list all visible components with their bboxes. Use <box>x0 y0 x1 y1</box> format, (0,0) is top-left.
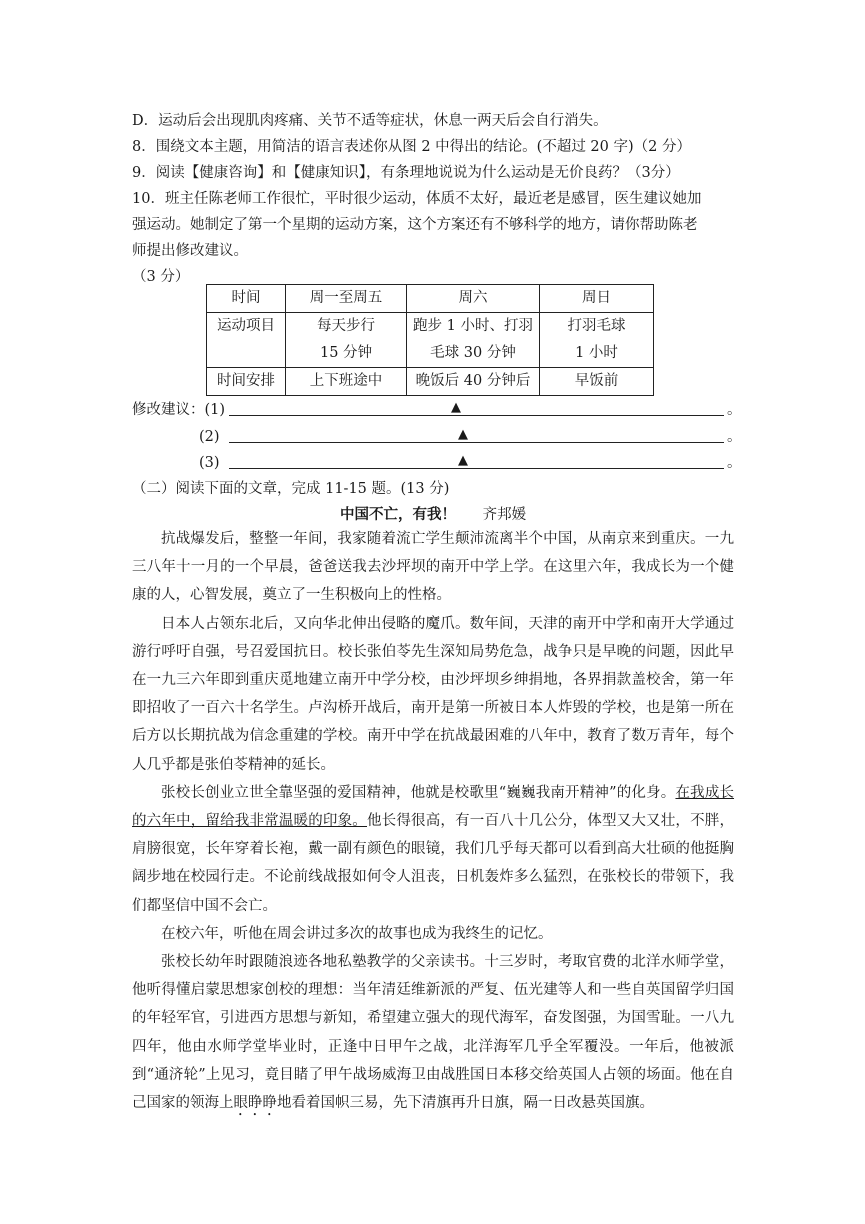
question-10-line-2: 强运动。她制定了第一个星期的运动方案，这个方案还有不够科学的地方，请你帮助陈老 <box>132 217 698 233</box>
question-option-d: D．运动后会出现肌肉疼痛、关节不适等症状，休息一两天后会自行消失。 <box>132 113 608 129</box>
article-paragraph-3 <box>132 779 734 920</box>
answer-blank[interactable] <box>229 415 724 416</box>
article-paragraph-4: 在校六年，听他在周会讲过多次的故事也成为我终生的记忆。 <box>161 925 553 942</box>
question-8: 8．围绕文本主题，用简洁的语言表述你从图 2 中得出的结论。(不超过 20 字)（2 分） <box>132 139 691 155</box>
article-paragraph-5 <box>132 948 734 1119</box>
suggestion-row-2 <box>132 427 742 447</box>
article-paragraph-1: 抗战爆发后，整整一年间，我家随着流亡学生颠沛流离半个中国，从南京来到重庆。一九三八年十一月的一个早晨，爸爸送我去沙坪坝的南开中学上学。在这里六年，我成长为一个健康的人，心智发展，奠立了一生积极向上的性格。 <box>132 531 734 604</box>
answer-blank[interactable] <box>229 442 724 443</box>
cell-text: 跑步 1 小时、打羽 <box>413 318 533 334</box>
paragraph-text: 地看着国帜三易，先下清旗再升日旗，隔一日改悬英国旗。 <box>277 1095 654 1112</box>
triangle-marker-icon: ▲ <box>451 400 461 415</box>
suggestion-label: 修改建议： <box>132 402 205 418</box>
cell-text: 毛球 30 分钟 <box>430 345 516 361</box>
paragraph-text: 张校长幼年时跟随浪迹各地私塾教学的父亲读书。十三岁时，考取官费的北洋水师学堂，他听得懂启蒙思想家创校的理想：当年清廷维新派的严复、伍光建等人和一些自英国留学归国的年轻军官，引进西方思想与新知，希望建立强大的现代海军，奋发图强，为国雪耻。一八九四年，他由水师学堂毕业时，正逢中日甲午之战，北洋海军几乎全军覆没。一年后，他被派到“通济轮”上见习，竟目睹了甲午战场威海卫由战胜国日本移交给英国人占领的场面。他在自己国家的领海上 <box>132 954 734 1112</box>
section-2-heading: （二）阅读下面的文章，完成 11-15 题。(13 分) <box>132 481 450 497</box>
table-cell-sunday <box>540 313 654 368</box>
period-mark: 。 <box>727 429 742 445</box>
suggestion-row-1 <box>132 400 742 420</box>
table-header-cell: 时间 <box>207 285 286 313</box>
table-cell-label: 运动项目 <box>207 313 286 368</box>
answer-blank[interactable] <box>229 468 724 469</box>
question-10-line-1: 10．班主任陈老师工作很忙，平时很少运动，体质不太好，最近老是感冒，医生建议她加 <box>132 191 702 207</box>
triangle-marker-icon: ▲ <box>458 453 468 468</box>
cell-text: 1 小时 <box>575 345 618 361</box>
table-header-cell: 周六 <box>407 285 540 313</box>
article-author: 齐邦媛 <box>482 507 527 523</box>
table-cell-sunday: 早饭前 <box>540 368 654 396</box>
suggestion-row-3 <box>132 453 742 473</box>
question-9: 9．阅读【健康咨询】和【健康知识】，有条理地说说为什么运动是无价良药？（3分） <box>132 165 680 181</box>
table-cell-saturday <box>407 313 540 368</box>
table-header-cell: 周日 <box>540 285 654 313</box>
article-paragraph-2: 日本人占领东北后，又向华北伸出侵略的魔爪。数年间，天津的南开中学和南开大学通过游行呼吁自强，号召爱国抗日。校长张伯苓先生深知局势危急，战争只是早晚的问题，因此早在一九三六年即到重庆觅地建立南开中学分校，由沙坪坝乡绅捐地，各界捐款盖校舍，第一年即招收了一百六十名学生。卢沟桥开战后，南开是第一所被日本人炸毁的学校，也是第一所在后方以长期抗战为信念重建的学校。南开中学在抗战最困难的八年中，教育了数万青年，每个人几乎都是张伯苓精神的延长。 <box>132 615 734 773</box>
table-row-time <box>207 368 654 396</box>
article-title-row <box>340 505 526 525</box>
triangle-marker-icon: ▲ <box>458 427 468 442</box>
article-body <box>132 525 734 1119</box>
table-cell-label: 时间安排 <box>207 368 286 396</box>
suggestion-number: (1) <box>204 402 226 418</box>
cell-text: 每天步行 <box>317 318 375 334</box>
suggestion-number: (3) <box>199 455 220 471</box>
paragraph-text: 他长得很高，有一百八十几公分，体型又大又壮，不胖，肩膀很宽，长年穿着长袍，戴一副有颜色的眼镜，我们几乎每天都可以看到高大壮硕的他挺胸阔步地在校园行走。不论前线战报如何令人沮丧，日机轰炸多么猛烈，在张校长的带领下，我们都坚信中国不会亡。 <box>132 813 734 914</box>
paragraph-text: 张校长创业立世全靠坚强的爱国精神，他就是校歌里“巍巍我南开精神”的化身。 <box>161 784 676 801</box>
table-cell-weekday: 上下班途中 <box>286 368 407 396</box>
period-mark: 。 <box>727 402 742 418</box>
table-row-activity <box>207 313 654 368</box>
cell-text: 打羽毛球 <box>567 318 626 334</box>
question-10-line-3: 师提出修改建议。 <box>132 243 248 259</box>
table-header-cell: 周一至周五 <box>286 285 407 313</box>
exercise-plan-table <box>206 284 654 396</box>
question-10-score: （3 分） <box>132 269 190 285</box>
period-mark: 。 <box>727 455 742 471</box>
cell-text: 15 分钟 <box>319 345 373 361</box>
table-cell-saturday: 晚饭后 40 分钟后 <box>407 368 540 396</box>
article-title: 中国不亡，有我！ <box>340 507 456 523</box>
suggestion-number: (2) <box>199 429 220 445</box>
emphasized-word: 眼睁睁 <box>233 1095 277 1112</box>
table-cell-weekday <box>286 313 407 368</box>
table-header-row <box>207 285 654 313</box>
underlined-sentence: 在我成长的六年中，留给我非常温暖的印象。 <box>132 784 735 830</box>
